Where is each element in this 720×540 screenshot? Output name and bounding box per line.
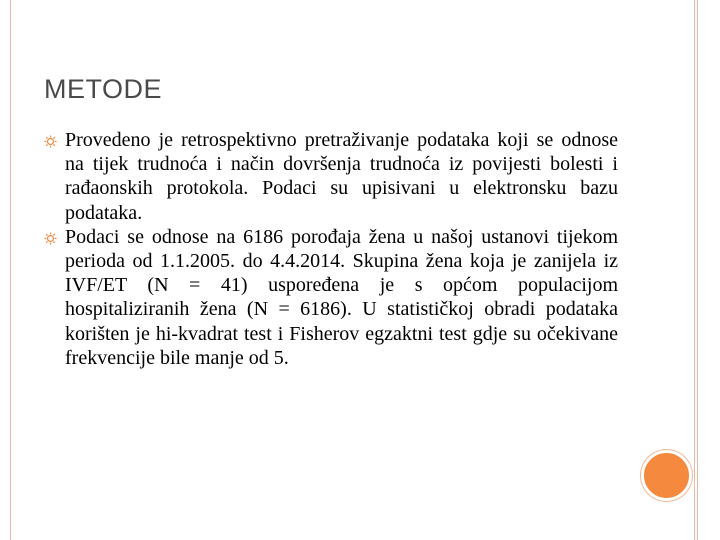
slide-title: METODE [44, 74, 163, 104]
slide-frame-line [697, 0, 698, 540]
bullet-text: Provedeno je retrospektivno pretraživanje podataka koji se odnose na tijek trudnoća i način dovršenja trudnoća iz povijesti bolesti i rađaonskih protokola. Podaci su upisivani u elektronsku bazu podataka. [65, 129, 618, 224]
bullet-item [44, 225, 618, 370]
orange-circle-decoration [641, 450, 692, 501]
sun-icon [44, 232, 57, 245]
bullet-text: Podaci se odnose na 6186 porođaja žena u našoj ustanovi tijekom perioda od 1.1.2005. do 4.4.2014. Skupina žena koja je zanijela iz IVF/ET (N = 41) uspoređena je s općom populacijom hospitaliziranih žena (N = 6186). U statističkoj obradi podataka korišten je hi-kvadrat test i Fisherov egzaktni test gdje su očekivane frekvencije bile manje od 5. [65, 225, 618, 369]
sun-icon [44, 135, 57, 148]
bullet-item [44, 128, 618, 225]
slide-content [44, 128, 618, 370]
